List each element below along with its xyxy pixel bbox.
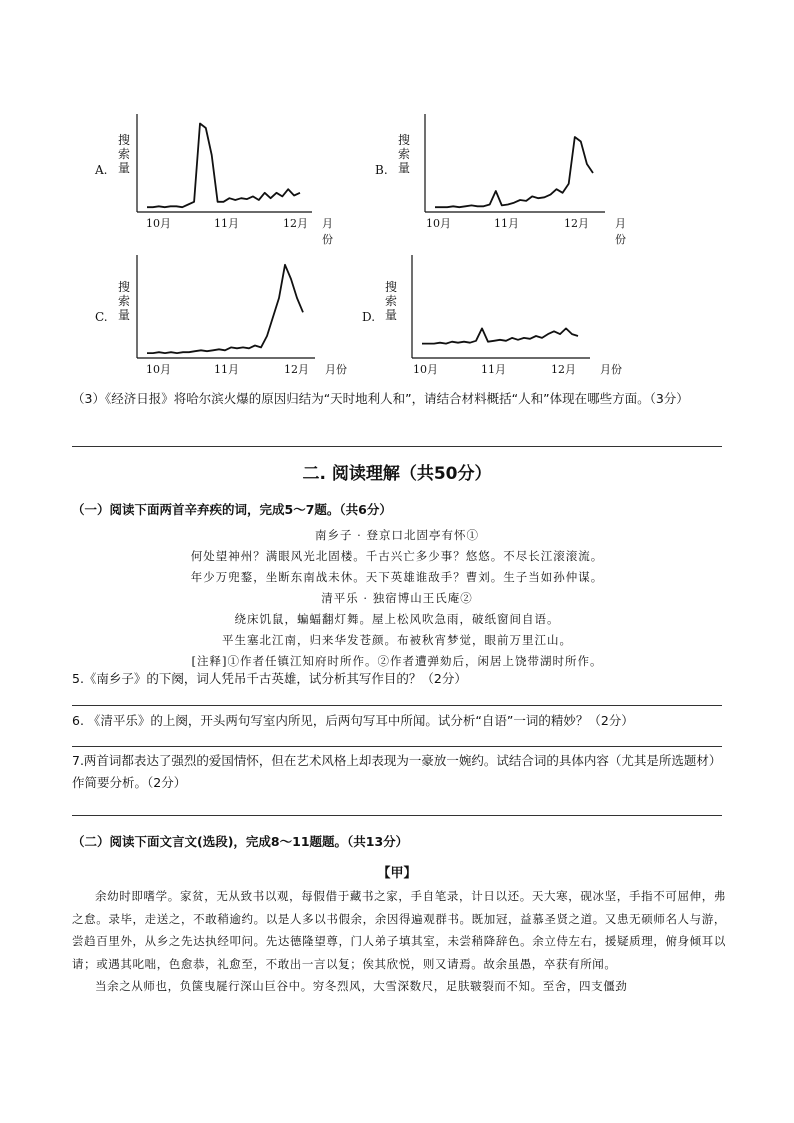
- question-5: 5.《南乡子》的下阕，词人凭吊千古英雄，试分析其写作目的？（2分）: [72, 671, 467, 686]
- part-1-heading: （一）阅读下面两首辛弃疾的词，完成5～7题。（共6分）: [72, 502, 392, 517]
- annotation: [注释]①作者任镇江知府时所作。②作者遭弹劾后，闲居上饶带湖时所作。: [191, 654, 603, 668]
- x-tick-label: 10月: [426, 217, 451, 230]
- y-axis-label: 搜 索 量: [117, 133, 130, 175]
- part-2-heading: （二）阅读下面文言文(选段)，完成8～11题题。（共13分）: [72, 834, 409, 849]
- classical-passage: [72, 885, 726, 998]
- series-line: [435, 137, 593, 207]
- passage-paragraph-2: 当余之从师也，负箧曳屣行深山巨谷中。穷冬烈风，大雪深数尺，足肤皲裂而不知。至舍，四支僵劲: [95, 979, 628, 993]
- chart-a: [95, 105, 335, 246]
- passage-jia-label: 【甲】: [377, 866, 417, 881]
- y-axis-label: 搜 索 量: [397, 133, 410, 175]
- chart-d-option: D.: [362, 310, 376, 324]
- x-tick-label: 12月: [283, 217, 308, 230]
- x-axis-unit: 月份: [615, 217, 626, 246]
- poem-2-title: 清平乐 · 独宿博山王氏庵②: [321, 591, 473, 605]
- x-tick-label: 12月: [284, 363, 309, 376]
- question-3: （3）《经济日报》将哈尔滨火爆的原因归结为“天时地利人和”，请结合材料概括“人和”体现在哪些方面。（3分）: [72, 391, 689, 406]
- poem-1-line-1: 何处望神州？满眼风光北固楼。千古兴亡多少事？悠悠。不尽长江滚滚流。: [190, 549, 604, 563]
- chart-b-option: B.: [375, 163, 388, 177]
- divider: [72, 705, 722, 706]
- chart-c: [95, 248, 355, 383]
- x-tick-label: 10月: [413, 363, 438, 376]
- x-tick-label: 11月: [214, 217, 239, 230]
- x-axis-unit: 月份: [325, 363, 347, 376]
- x-tick-label: 12月: [551, 363, 576, 376]
- question-6: 6. 《清平乐》的上阕，开头两句写室内所见，后两句写耳中所闻。试分析“自语”一词的精妙？（2分）: [72, 713, 634, 728]
- chart-d: [362, 248, 622, 383]
- series-line: [147, 124, 300, 208]
- poem-2-line-1: 绕床饥鼠，蝙蝠翻灯舞。屋上松风吹急雨，破纸窗间自语。: [234, 612, 560, 626]
- poem-1-title: 南乡子 · 登京口北固亭有怀①: [315, 528, 479, 542]
- x-axis-unit: 月份: [600, 363, 622, 376]
- y-axis-label: 搜 索 量: [117, 280, 130, 322]
- series-line: [422, 328, 578, 343]
- divider: [72, 746, 722, 747]
- series-line: [147, 265, 303, 353]
- x-tick-label: 12月: [564, 217, 589, 230]
- section-2-title: 二. 阅读理解（共50分）: [302, 464, 492, 484]
- x-axis-unit: 月份: [322, 217, 333, 246]
- chart-a-option: A.: [95, 163, 108, 177]
- x-tick-label: 10月: [146, 363, 171, 376]
- divider: [72, 446, 722, 447]
- y-axis-label: 搜 索 量: [384, 280, 397, 322]
- poem-1-line-2: 年少万兜鍪，坐断东南战未休。天下英雄谁敌手？曹刘。生子当如孙仲谋。: [190, 570, 604, 584]
- question-7: 7.两首词都表达了强烈的爱国情怀，但在艺术风格上却表现为一豪放一婉约。试结合词的具体内容（尤其是所选题材）作简要分析。（2分）: [72, 753, 722, 790]
- chart-c-option: C.: [95, 310, 108, 324]
- poem-2-line-2: 平生塞北江南，归来华发苍颜。布被秋宵梦觉，眼前万里江山。: [222, 633, 572, 647]
- x-tick-label: 11月: [214, 363, 239, 376]
- x-tick-label: 10月: [146, 217, 171, 230]
- x-tick-label: 11月: [494, 217, 519, 230]
- divider: [72, 815, 722, 816]
- x-tick-label: 11月: [481, 363, 506, 376]
- chart-b: [375, 105, 635, 246]
- passage-paragraph-1: 余幼时即嗜学。家贫，无从致书以观，每假借于藏书之家，手自笔录，计日以还。天大寒，砚冰坚，手指不可屈伸，弗之怠。录毕，走送之，不敢稍逾约。以是人多以书假余，余因得遍观群书。既加冠，益慕圣贤之道。又患无硕师名人与游，尝趋百里外，从乡之先达执经叩问。先达德隆望尊，门人弟子填其室，未尝稍降辞色。余立侍左右，援疑质理，俯身倾耳以请；或遇其叱咄，色愈恭，礼愈至，不敢出一言以复；俟其欣悦，则又请焉。故余虽愚，卒获有所闻。: [72, 889, 726, 971]
